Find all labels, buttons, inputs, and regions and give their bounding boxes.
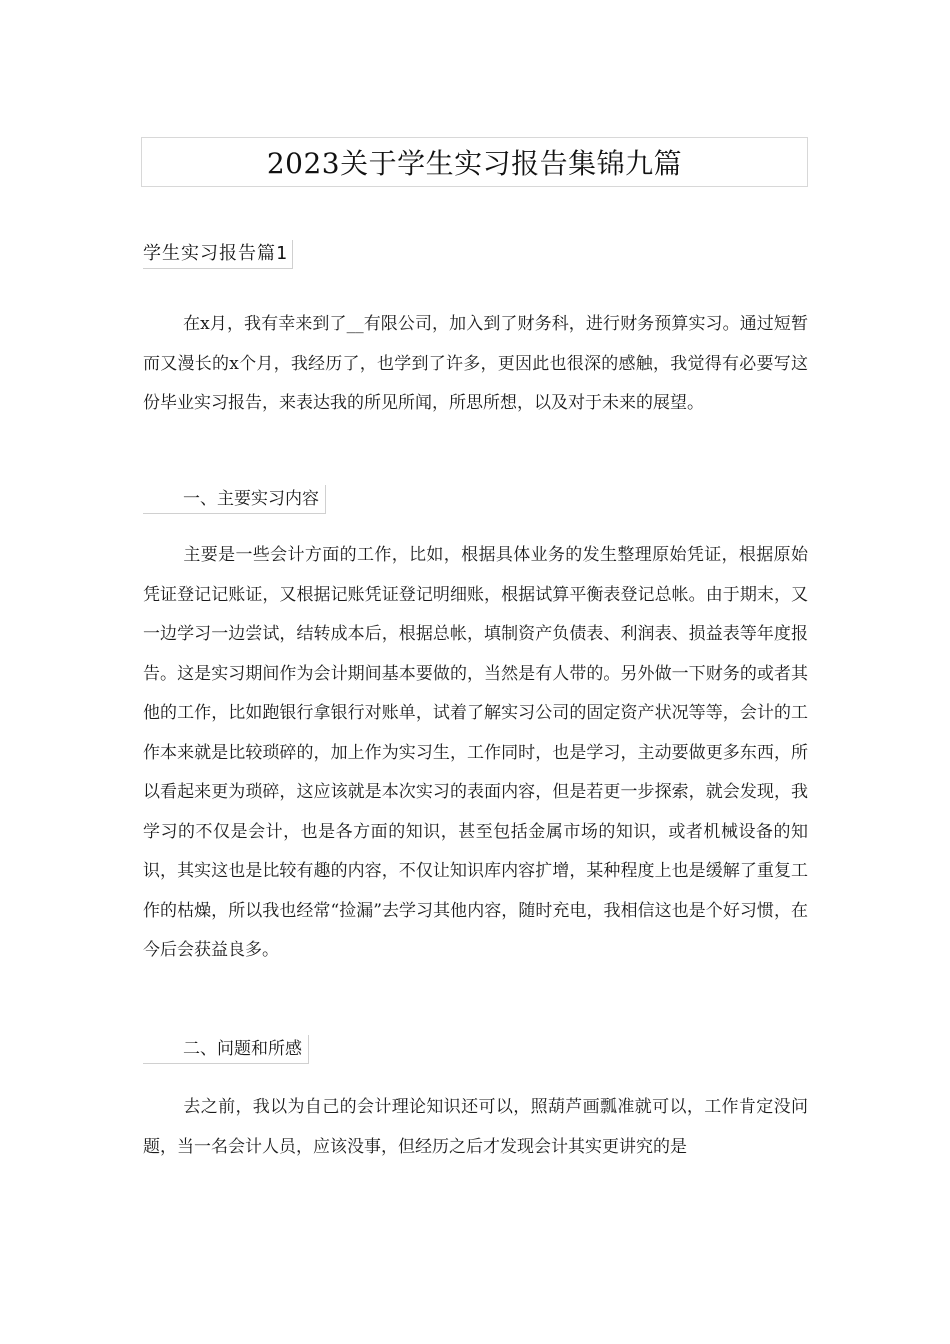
subheading-main-content: 一、主要实习内容	[143, 485, 326, 514]
paragraph-intro	[143, 305, 808, 424]
paragraph-problems	[143, 1088, 808, 1167]
paragraph-main-content-text: 主要是一些会计方面的工作，比如，根据具体业务的发生整理原始凭证，根据原始凭证登记记账证，又根据记账凭证登记明细账，根据试算平衡表登记总帐。由于期末，又一边学习一边尝试，结转成本后，根据总帐，填制资产负债表、利润表、损益表等年度报告。这是实习期间作为会计期间基本要做的，当然是有人带的。另外做一下财务的或者其他的工作，比如跑银行拿银行对账单，试着了解实习公司的固定资产状况等等，会计的工作本来就是比较琐碎的，加上作为实习生，工作同时，也是学习，主动要做更多东西，所以看起来更为琐碎，这应该就是本次实习的表面内容，但是若更一步探索，就会发现，我学习的不仅是会计，也是各方面的知识，甚至包括金属市场的知识，或者机械设备的知识，其实这也是比较有趣的内容，不仅让知识库内容扩增，某种程度上也是缓解了重复工作的枯燥，所以我也经常“捡漏”去学习其他内容，随时充电，我相信这也是个好习惯，在今后会获益良多。	[143, 545, 808, 960]
document-title-box	[141, 137, 808, 187]
paragraph-intro-text: 在x月，我有幸来到了__有限公司，加入到了财务科，进行财务预算实习。通过短暂而又漫长的x个月，我经历了，也学到了许多，更因此也很深的感触，我觉得有必要写这份毕业实习报告，来表达我的所见所闻，所思所想，以及对于未来的展望。	[143, 314, 808, 413]
paragraph-problems-text: 去之前，我以为自己的会计理论知识还可以，照葫芦画瓢准就可以，工作肯定没问题，当一名会计人员，应该没事，但经历之后才发现会计其实更讲究的是	[143, 1097, 808, 1157]
paragraph-main-content	[143, 536, 808, 971]
document-title: 2023关于学生实习报告集锦九篇	[266, 147, 683, 180]
section-heading: 学生实习报告篇1	[143, 240, 293, 269]
subheading-problems: 二、问题和所感	[143, 1035, 309, 1064]
